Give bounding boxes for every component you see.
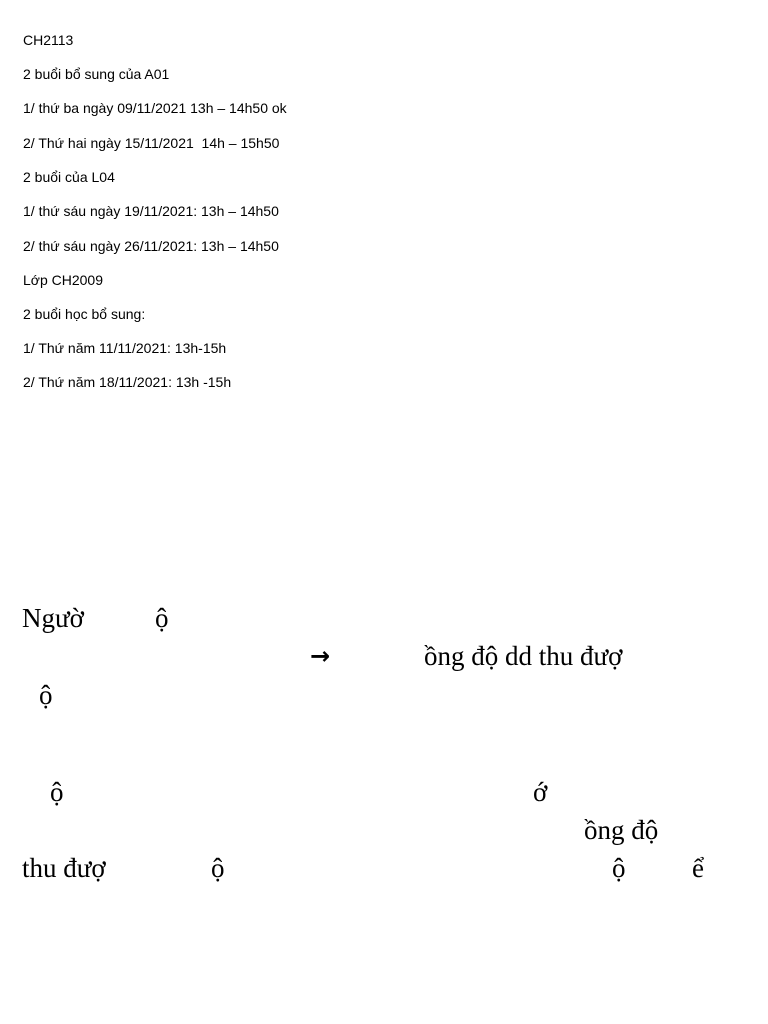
text-fragment: ộ	[612, 853, 626, 883]
note-line-10: 1/ Thứ năm 11/11/2021: 13h-15h	[23, 340, 227, 356]
text-fragment: ộ	[211, 853, 225, 883]
note-line-8: Lớp CH2009	[23, 272, 104, 288]
text-fragment: Ngườ	[22, 603, 84, 633]
text-fragment: ộ	[50, 777, 64, 807]
note-line-7: 2/ thứ sáu ngày 26/11/2021: 13h – 14h50	[23, 238, 279, 254]
note-line-2: 2 buổi bổ sung của A01	[23, 66, 170, 82]
text-fragment: ớ	[533, 777, 548, 807]
text-fragment: ộ	[155, 603, 169, 633]
text-fragment: ồng độ	[584, 815, 659, 845]
text-fragment: ể	[692, 853, 704, 883]
note-line-9: 2 buổi học bổ sung:	[23, 306, 146, 322]
note-line-6: 1/ thứ sáu ngày 19/11/2021: 13h – 14h50	[23, 203, 279, 219]
note-line-11: 2/ Thứ năm 18/11/2021: 13h -15h	[23, 374, 232, 390]
note-line-1: CH2113	[23, 32, 74, 48]
text-fragment: ồng độ dd thu đượ	[424, 641, 623, 671]
note-line-4: 2/ Thứ hai ngày 15/11/2021 14h – 15h50	[23, 135, 280, 151]
note-line-3: 1/ thứ ba ngày 09/11/2021 13h – 14h50 ok	[23, 100, 287, 116]
note-line-5: 2 buổi của L04	[23, 169, 115, 185]
right-arrow-icon: →	[310, 642, 331, 670]
text-fragment: thu đượ	[22, 853, 106, 883]
text-fragment: ộ	[39, 680, 53, 710]
